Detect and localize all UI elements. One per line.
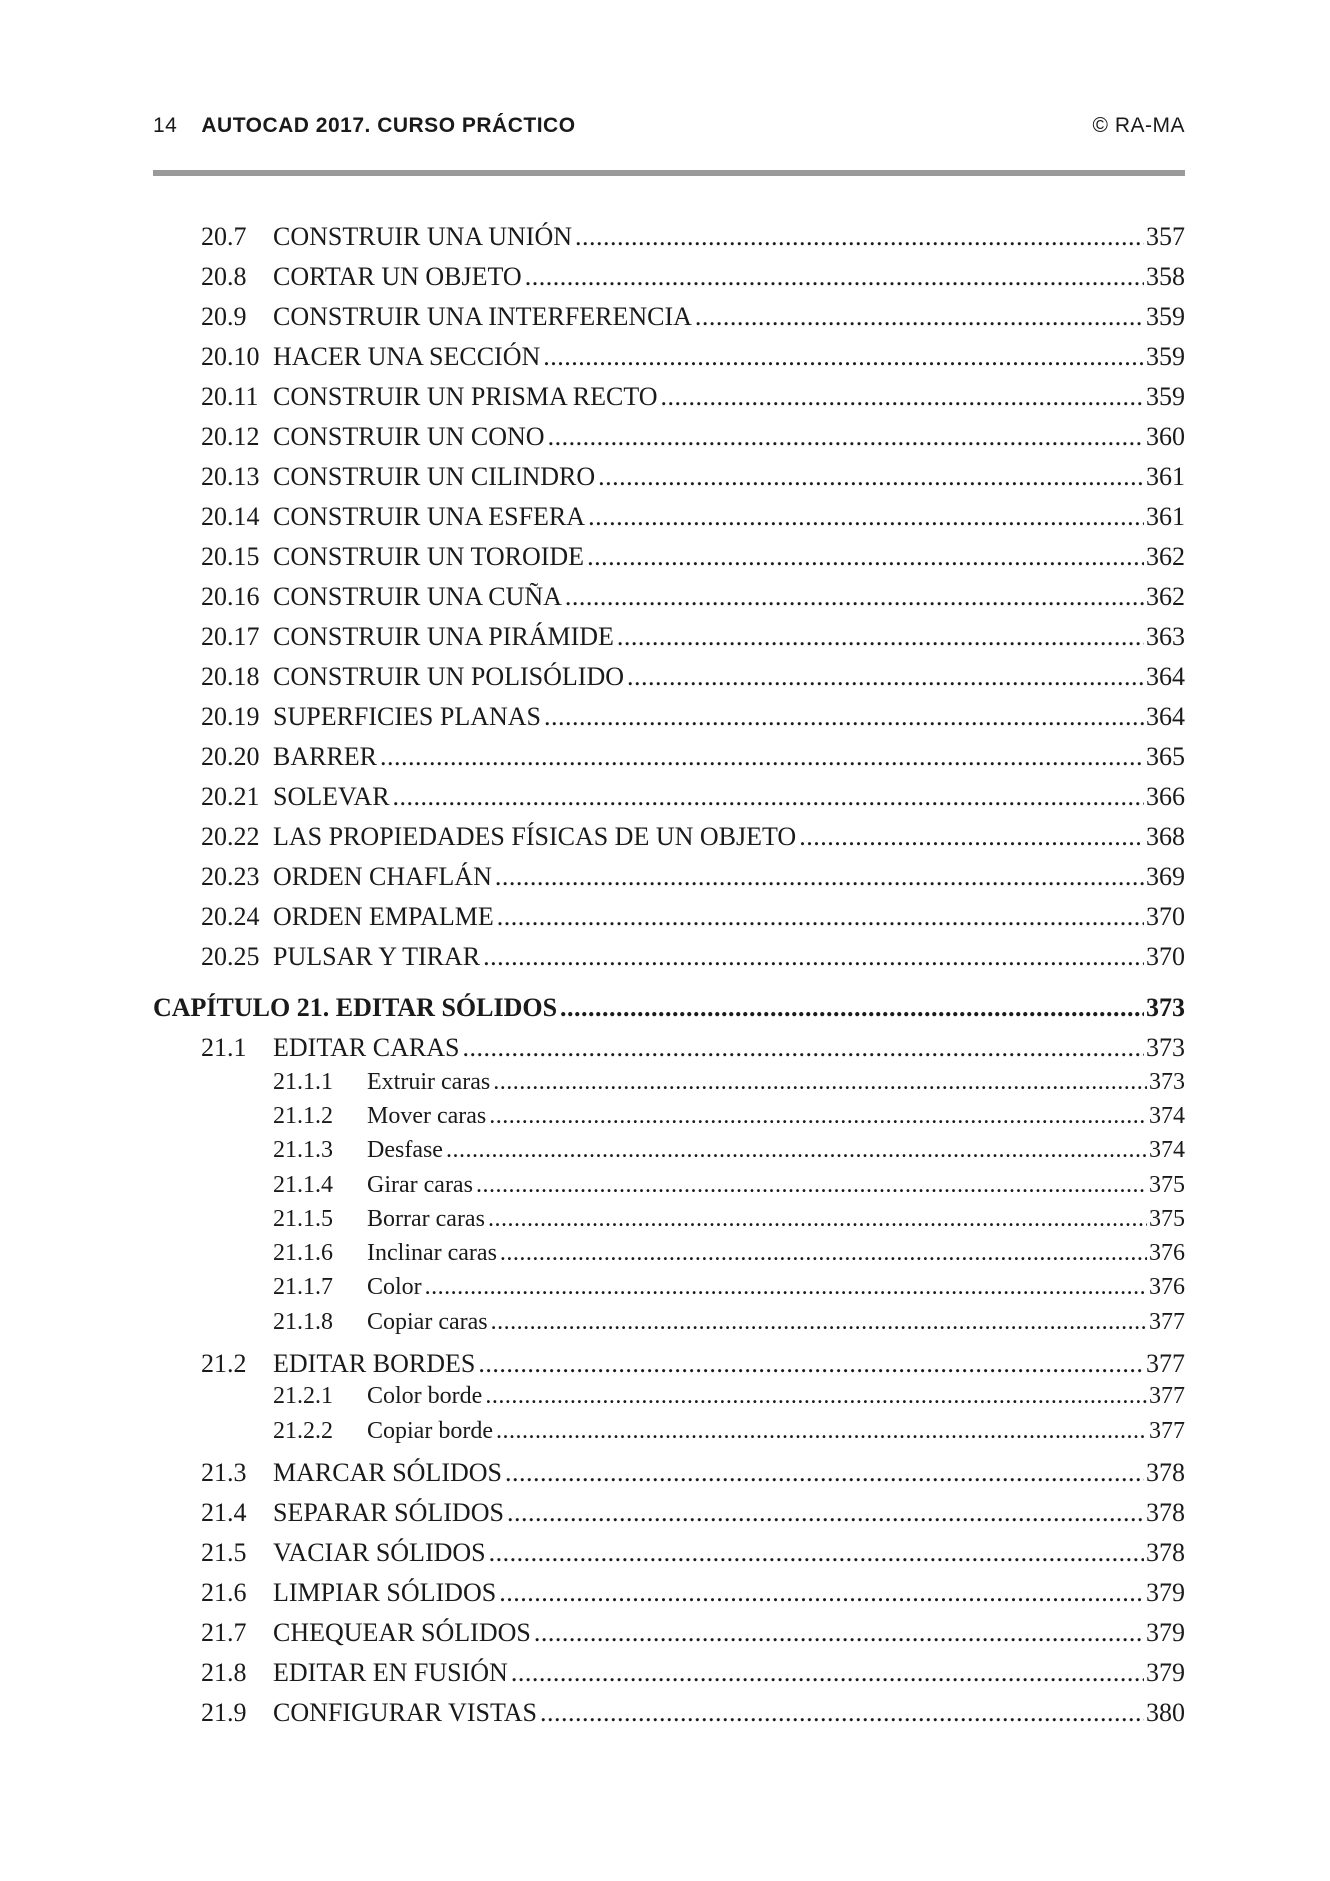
toc-entry-title: LAS PROPIEDADES FÍSICAS DE UN OBJETO — [273, 822, 797, 851]
toc-entry[interactable] — [153, 1578, 1185, 1612]
toc-entry[interactable] — [153, 1274, 1185, 1308]
dot-leader — [575, 222, 1144, 252]
toc-entry-number: 21.2 — [201, 1349, 247, 1378]
toc-entry-number: 21.2.2 — [273, 1418, 333, 1444]
toc-entry[interactable] — [153, 942, 1185, 976]
toc-entry-number: 20.19 — [201, 702, 260, 731]
toc-entry-number: 20.13 — [201, 462, 260, 491]
toc-entry-page: 370 — [1146, 942, 1185, 971]
toc-entry-number: 21.7 — [201, 1618, 247, 1647]
toc-entry-title: HACER UNA SECCIÓN — [273, 342, 541, 371]
toc-entry-number: 21.1.7 — [273, 1274, 333, 1300]
toc-entry-number: 21.1.6 — [273, 1240, 333, 1266]
book-title: AUTOCAD 2017. CURSO PRÁCTICO — [201, 114, 576, 137]
toc-entry-page: 374 — [1149, 1103, 1185, 1129]
dot-leader — [548, 422, 1144, 452]
toc-entry[interactable] — [153, 902, 1185, 936]
dot-leader — [496, 1418, 1147, 1445]
toc-entry-page: 366 — [1146, 782, 1185, 811]
toc-entry[interactable] — [153, 742, 1185, 776]
dot-leader — [497, 902, 1144, 932]
toc-entry-page: 377 — [1149, 1309, 1185, 1335]
toc-entry-title: EDITAR CARAS — [273, 1033, 460, 1062]
toc-entry-title: CORTAR UN OBJETO — [273, 262, 522, 291]
toc-entry-title: EDITAR BORDES — [273, 1349, 476, 1378]
toc-entry[interactable] — [153, 662, 1185, 696]
dot-leader — [507, 1498, 1144, 1528]
toc-entry-number: 20.18 — [201, 662, 260, 691]
dot-leader — [525, 262, 1144, 292]
toc-entry-page: 373 — [1146, 993, 1185, 1022]
toc-entry-title: CONSTRUIR UN TOROIDE — [273, 542, 585, 571]
toc-entry-page: 360 — [1146, 422, 1185, 451]
toc-entry-number: 20.11 — [201, 382, 259, 411]
toc-entry[interactable] — [153, 1172, 1185, 1206]
dot-leader — [499, 1578, 1144, 1608]
toc-entry-number: 20.7 — [201, 222, 247, 251]
dot-leader — [462, 1033, 1144, 1063]
dot-leader — [695, 302, 1144, 332]
toc-entry-page: 368 — [1146, 822, 1185, 851]
toc-entry-title: Girar caras — [367, 1172, 473, 1198]
dot-leader — [587, 542, 1144, 572]
toc-entry-title: EDITAR EN FUSIÓN — [273, 1658, 508, 1687]
dot-leader — [446, 1137, 1147, 1164]
toc-entry-number: 21.9 — [201, 1698, 247, 1727]
toc-entry-title: ORDEN CHAFLÁN — [273, 862, 492, 891]
dot-leader — [560, 993, 1144, 1023]
toc-entry[interactable] — [153, 1698, 1185, 1732]
toc-entry[interactable] — [153, 1618, 1185, 1652]
dot-leader — [534, 1618, 1144, 1648]
toc-entry-page: 377 — [1149, 1383, 1185, 1409]
toc-entry-number: 20.14 — [201, 502, 260, 531]
toc-entry[interactable] — [153, 1383, 1185, 1417]
toc-entry[interactable] — [153, 1498, 1185, 1532]
toc-entry-page: 378 — [1146, 1498, 1185, 1527]
toc-entry[interactable] — [153, 1206, 1185, 1240]
toc-entry[interactable] — [153, 1458, 1185, 1492]
toc-entry-page: 377 — [1146, 1349, 1185, 1378]
toc-entry-number: 20.17 — [201, 622, 260, 651]
toc-entry[interactable] — [153, 502, 1185, 536]
toc-entry-number: 21.6 — [201, 1578, 247, 1607]
toc-entry-number: 20.12 — [201, 422, 260, 451]
toc-entry-number: 21.1.5 — [273, 1206, 333, 1232]
toc-entry-page: 373 — [1149, 1069, 1185, 1095]
toc-entry-number: 21.5 — [201, 1538, 247, 1567]
toc-entry-title: CONSTRUIR UN POLISÓLIDO — [273, 662, 625, 691]
publisher-mark: © RA-MA — [1092, 114, 1185, 137]
header-rule — [153, 170, 1185, 176]
toc-entry[interactable] — [153, 542, 1185, 576]
toc-entry-page: 380 — [1146, 1698, 1185, 1727]
toc-entry[interactable] — [153, 582, 1185, 616]
toc-entry-title: Color — [367, 1274, 422, 1300]
toc-entry-page: 376 — [1149, 1240, 1185, 1266]
toc-entry-number: 21.2.1 — [273, 1383, 333, 1409]
dot-leader — [511, 1658, 1144, 1688]
toc-entry-title: ORDEN EMPALME — [273, 902, 494, 931]
toc-entry-number: 20.23 — [201, 862, 260, 891]
toc-entry[interactable] — [153, 262, 1185, 296]
toc-entry-page: 373 — [1146, 1033, 1185, 1062]
toc-entry-page: 379 — [1146, 1658, 1185, 1687]
toc-entry-title: CONSTRUIR UNA CUÑA — [273, 582, 562, 611]
toc-entry-number: 20.10 — [201, 342, 260, 371]
toc-entry-number: 21.1 — [201, 1033, 247, 1062]
toc-entry-title: SOLEVAR — [273, 782, 390, 811]
toc-entry-page: 363 — [1146, 622, 1185, 651]
toc-entry-title: Copiar borde — [367, 1418, 493, 1444]
dot-leader — [627, 662, 1144, 692]
toc-entry-title: BARRER — [273, 742, 378, 771]
toc-entry-title: Mover caras — [367, 1103, 487, 1129]
dot-leader — [540, 1698, 1144, 1728]
toc-entry[interactable] — [153, 702, 1185, 736]
toc-entry-page: 359 — [1146, 382, 1185, 411]
toc-entry[interactable] — [153, 302, 1185, 336]
toc-entry-page: 357 — [1146, 222, 1185, 251]
toc-entry-title: CONSTRUIR UNA ESFERA — [273, 502, 586, 531]
toc-entry-title: Extruir caras — [367, 1069, 491, 1095]
toc-entry[interactable] — [153, 1538, 1185, 1572]
dot-leader — [478, 1349, 1144, 1379]
toc-entry-number: 21.3 — [201, 1458, 247, 1487]
toc-entry-number: 20.9 — [201, 302, 247, 331]
toc-entry[interactable] — [153, 822, 1185, 856]
toc-chapter[interactable] — [153, 993, 1185, 1027]
toc-entry-number: 21.1.2 — [273, 1103, 333, 1129]
toc-entry-number: 20.22 — [201, 822, 260, 851]
dot-leader — [598, 462, 1144, 492]
toc-entry-title: VACIAR SÓLIDOS — [273, 1538, 486, 1567]
toc-entry-page: 362 — [1146, 542, 1185, 571]
toc-entry-page: 375 — [1149, 1206, 1185, 1232]
toc-entry-title: Copiar caras — [367, 1309, 488, 1335]
toc-entry-page: 379 — [1146, 1578, 1185, 1607]
toc-entry[interactable] — [153, 622, 1185, 656]
dot-leader — [588, 502, 1144, 532]
toc-entry-page: 369 — [1146, 862, 1185, 891]
toc-entry-page: 361 — [1146, 502, 1185, 531]
toc-entry-number: 20.21 — [201, 782, 260, 811]
toc-entry-number: 20.15 — [201, 542, 260, 571]
toc-entry[interactable] — [153, 462, 1185, 496]
dot-leader — [483, 942, 1144, 972]
toc-entry-page: 375 — [1149, 1172, 1185, 1198]
dot-leader — [489, 1103, 1147, 1130]
dot-leader — [661, 382, 1144, 412]
dot-leader — [489, 1538, 1144, 1568]
toc-entry-title: CONSTRUIR UNA UNIÓN — [273, 222, 573, 251]
toc-entry-number: 20.25 — [201, 942, 260, 971]
toc-entry[interactable] — [153, 382, 1185, 416]
toc-entry[interactable] — [153, 782, 1185, 816]
toc-entry-number: 21.1.3 — [273, 1137, 333, 1163]
dot-leader — [488, 1206, 1147, 1233]
toc-entry-title: CONFIGURAR VISTAS — [273, 1698, 537, 1727]
toc-entry[interactable] — [153, 1349, 1185, 1383]
toc-entry-number: 20.8 — [201, 262, 247, 291]
toc-entry[interactable] — [153, 1418, 1185, 1452]
toc-entry-page: 379 — [1146, 1618, 1185, 1647]
dot-leader — [500, 1240, 1147, 1267]
dot-leader — [491, 1309, 1147, 1336]
toc-entry[interactable] — [153, 342, 1185, 376]
dot-leader — [485, 1383, 1147, 1410]
toc-entry-title: CONSTRUIR UNA PIRÁMIDE — [273, 622, 614, 651]
dot-leader — [493, 1069, 1147, 1096]
dot-leader — [495, 862, 1144, 892]
toc-entry[interactable] — [153, 422, 1185, 456]
toc-entry-title: Borrar caras — [367, 1206, 485, 1232]
toc-entry-page: 364 — [1146, 662, 1185, 691]
dot-leader — [425, 1274, 1147, 1301]
toc-entry-number: 21.8 — [201, 1658, 247, 1687]
toc-entry[interactable] — [153, 1658, 1185, 1692]
dot-leader — [617, 622, 1144, 652]
running-header — [153, 110, 1185, 142]
toc-entry-number: 20.20 — [201, 742, 260, 771]
toc-entry-page: 376 — [1149, 1274, 1185, 1300]
toc-entry-title: CONSTRUIR UN PRISMA RECTO — [273, 382, 658, 411]
toc-entry[interactable] — [153, 1137, 1185, 1171]
toc-entry[interactable] — [153, 1240, 1185, 1274]
toc-entry-number: 21.1.4 — [273, 1172, 333, 1198]
dot-leader — [393, 782, 1144, 812]
dot-leader — [799, 822, 1144, 852]
toc-entry-title: Inclinar caras — [367, 1240, 497, 1266]
toc-entry[interactable] — [153, 1309, 1185, 1343]
toc-entry-number: 21.1.8 — [273, 1309, 333, 1335]
dot-leader — [505, 1458, 1144, 1488]
toc-entry[interactable] — [153, 1103, 1185, 1137]
toc-entry-page: 364 — [1146, 702, 1185, 731]
toc-entry-page: 374 — [1149, 1137, 1185, 1163]
toc-entry[interactable] — [153, 1069, 1185, 1103]
toc-entry-title: CONSTRUIR UN CONO — [273, 422, 545, 451]
toc-entry-page: 370 — [1146, 902, 1185, 931]
toc-entry-title: PULSAR Y TIRAR — [273, 942, 481, 971]
dot-leader — [543, 342, 1144, 372]
toc-entry-title: CHEQUEAR SÓLIDOS — [273, 1618, 531, 1647]
toc-entry-title: CONSTRUIR UN CILINDRO — [273, 462, 596, 491]
toc-entry-page: 359 — [1146, 342, 1185, 371]
toc-entry-number: 20.24 — [201, 902, 260, 931]
toc-entry-page: 378 — [1146, 1458, 1185, 1487]
toc-entry-page: 377 — [1149, 1418, 1185, 1444]
toc-entry-number: 21.1.1 — [273, 1069, 333, 1095]
toc-entry-number: 20.16 — [201, 582, 260, 611]
toc-entry-page: 365 — [1146, 742, 1185, 771]
dot-leader — [544, 702, 1144, 732]
toc-entry-title: Color borde — [367, 1383, 483, 1409]
toc-entry-title: MARCAR SÓLIDOS — [273, 1458, 502, 1487]
page-number: 14 — [153, 114, 178, 137]
dot-leader — [380, 742, 1144, 772]
toc-entry-page: 358 — [1146, 262, 1185, 291]
toc-entry-page: 359 — [1146, 302, 1185, 331]
toc-entry-title: LIMPIAR SÓLIDOS — [273, 1578, 497, 1607]
toc-entry[interactable] — [153, 222, 1185, 256]
toc-entry-page: 361 — [1146, 462, 1185, 491]
toc-entry-title: Desfase — [367, 1137, 443, 1163]
toc-entry-page: 378 — [1146, 1538, 1185, 1567]
toc-entry[interactable] — [153, 1033, 1185, 1067]
dot-leader — [565, 582, 1144, 612]
toc-entry-title: CONSTRUIR UNA INTERFERENCIA — [273, 302, 692, 331]
toc-entry-title: SEPARAR SÓLIDOS — [273, 1498, 504, 1527]
toc-entry[interactable] — [153, 862, 1185, 896]
dot-leader — [476, 1172, 1147, 1199]
toc-entry-title: SUPERFICIES PLANAS — [273, 702, 542, 731]
toc-entry-title: CAPÍTULO 21. EDITAR SÓLIDOS — [153, 993, 558, 1022]
toc-entry-number: 21.4 — [201, 1498, 247, 1527]
toc-entry-page: 362 — [1146, 582, 1185, 611]
